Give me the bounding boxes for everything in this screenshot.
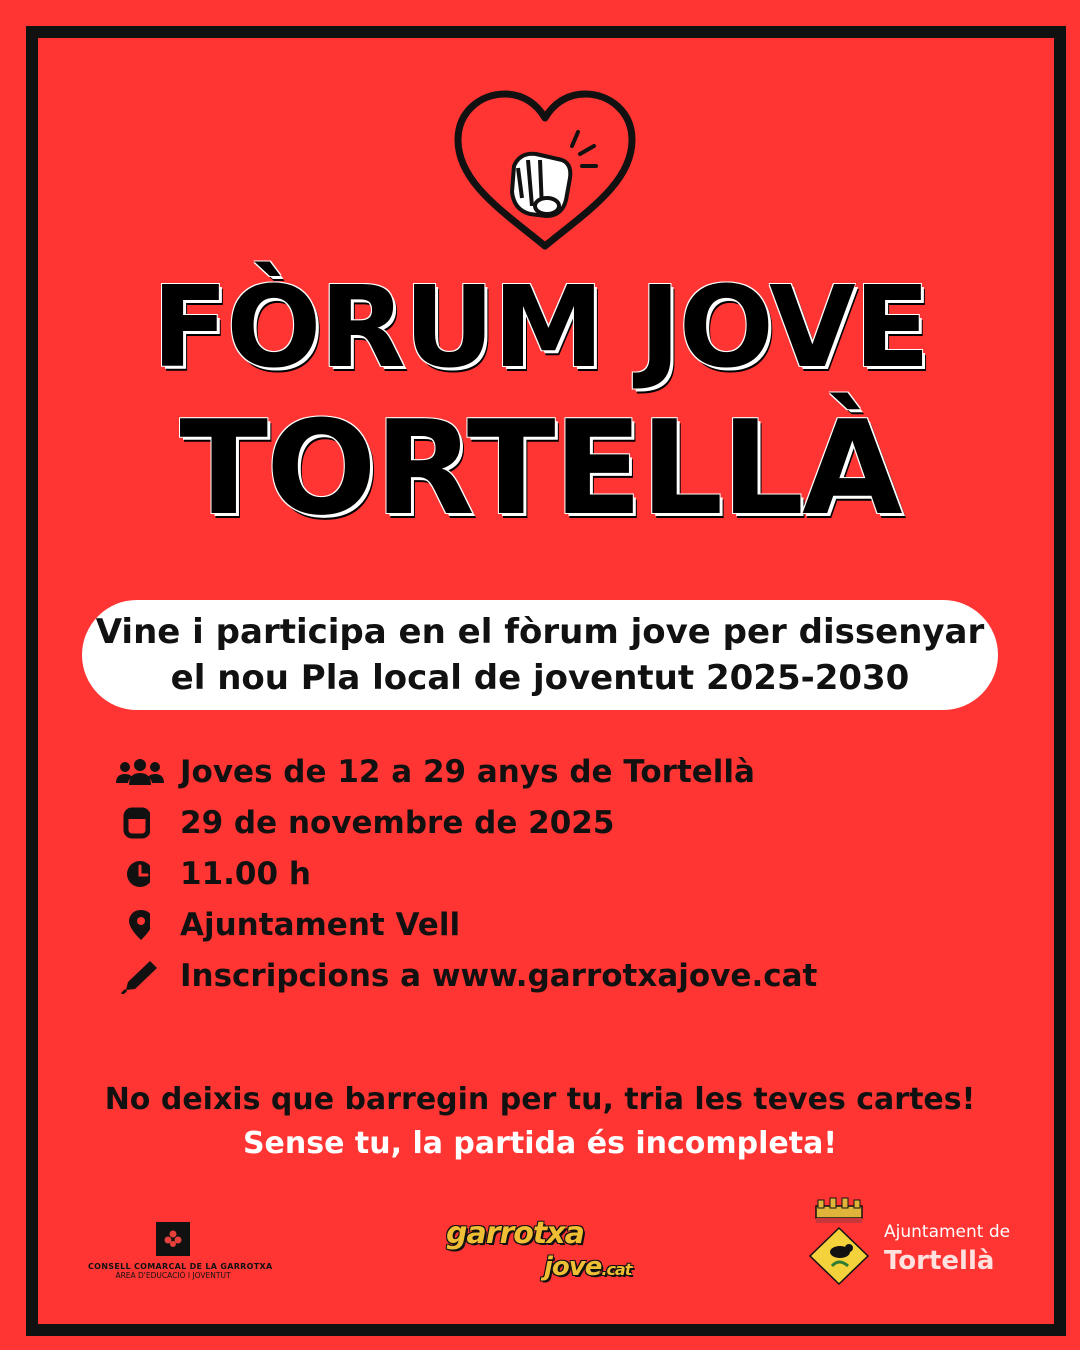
clock-icon <box>116 854 164 894</box>
consell-name: CONSELL COMARCAL DE LA GARROTXA <box>88 1262 273 1271</box>
detail-text: Joves de 12 a 29 anys de Tortellà <box>180 753 755 790</box>
detail-text: 11.00 h <box>180 855 311 892</box>
detail-text: 29 de novembre de 2025 <box>180 804 615 841</box>
intro-line-2: el nou Pla local de joventut 2025-2030 <box>170 658 910 698</box>
closing-line-2: Sense tu, la partida és incompleta! <box>242 1126 838 1161</box>
calendar-icon <box>116 803 164 843</box>
detail-location <box>116 899 817 950</box>
detail-registration <box>116 950 817 1001</box>
tortella-label: Tortellà <box>884 1246 995 1276</box>
detail-time <box>116 848 817 899</box>
garrotxa-jove-word-1: garrotxa <box>446 1216 584 1251</box>
title-line-2: TORTELLÀ <box>179 392 901 544</box>
consell-comarcal-logo <box>88 1222 273 1280</box>
detail-date <box>116 797 817 848</box>
users-icon <box>116 752 164 792</box>
heart-pointing-hand-icon <box>450 88 640 258</box>
intro-line-1: Vine i participa en el fòrum jove per dissenyar <box>95 612 985 652</box>
details-list <box>116 746 817 1001</box>
closing-line-1: No deixis que barregin per tu, tria les teves cartes! <box>104 1082 976 1117</box>
garrotxa-jove-cat: .cat <box>601 1260 632 1279</box>
detail-audience <box>116 746 817 797</box>
title-line-1: FÒRUM JOVE <box>151 263 929 393</box>
garrotxa-jove-logo <box>446 1214 636 1292</box>
pencil-icon <box>116 956 164 996</box>
detail-text: Ajuntament Vell <box>180 906 461 943</box>
ajuntament-label: Ajuntament de <box>884 1222 1011 1242</box>
tortella-coat-of-arms-icon <box>804 1196 874 1296</box>
garrotxa-jove-jove: jove <box>544 1252 602 1282</box>
consell-emblem-icon <box>156 1222 190 1256</box>
consell-area: ÀREA D'EDUCACIÓ I JOVENTUT <box>115 1271 231 1280</box>
ajuntament-tortella-logo <box>804 1196 1034 1296</box>
intro-pill <box>82 600 998 710</box>
garrotxa-jove-word-2 <box>544 1252 631 1282</box>
detail-text: Inscripcions a www.garrotxajove.cat <box>180 957 818 994</box>
location-pin-icon <box>116 905 164 945</box>
